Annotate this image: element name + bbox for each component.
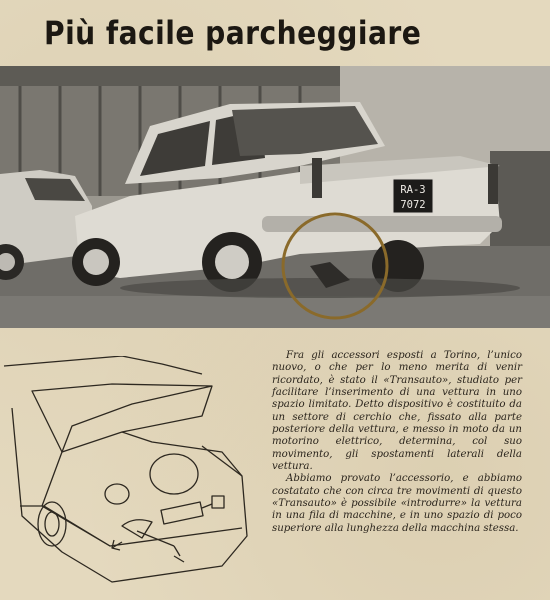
article-body — [272, 350, 522, 535]
car-photo — [0, 66, 550, 328]
article-paragraph-2: Abbiamo provato l’accessorio, e abbiamo costatato che con circa tre movimenti di questo «Transauto» è possibile «introdurre» la vettura in una fila di macchine, e in uno spazio di poco superiore alla lunghezza della macchina stessa. — [272, 473, 522, 534]
license-plate-line1: RA-3 — [400, 184, 426, 196]
transauto-illustration — [2, 356, 267, 594]
headline: Più facile parcheggiare — [44, 14, 422, 52]
license-plate-line2: 7072 — [400, 199, 426, 211]
article-paragraph-1: Fra gli accessori esposti a Torino, l’unico nuovo, o che per lo meno merita di venir ricordato, è stato il «Transauto», studiato per facilitare l’inserimento di una vettura in uno spazio limitato. Detto dispositivo è costituito da un settore di cerchio che, fissato alla parte posteriore della vettura, e messo in moto da un motorino elettrico, determina, col suo movimento, gli spostamenti laterali della vettura. — [272, 350, 522, 473]
